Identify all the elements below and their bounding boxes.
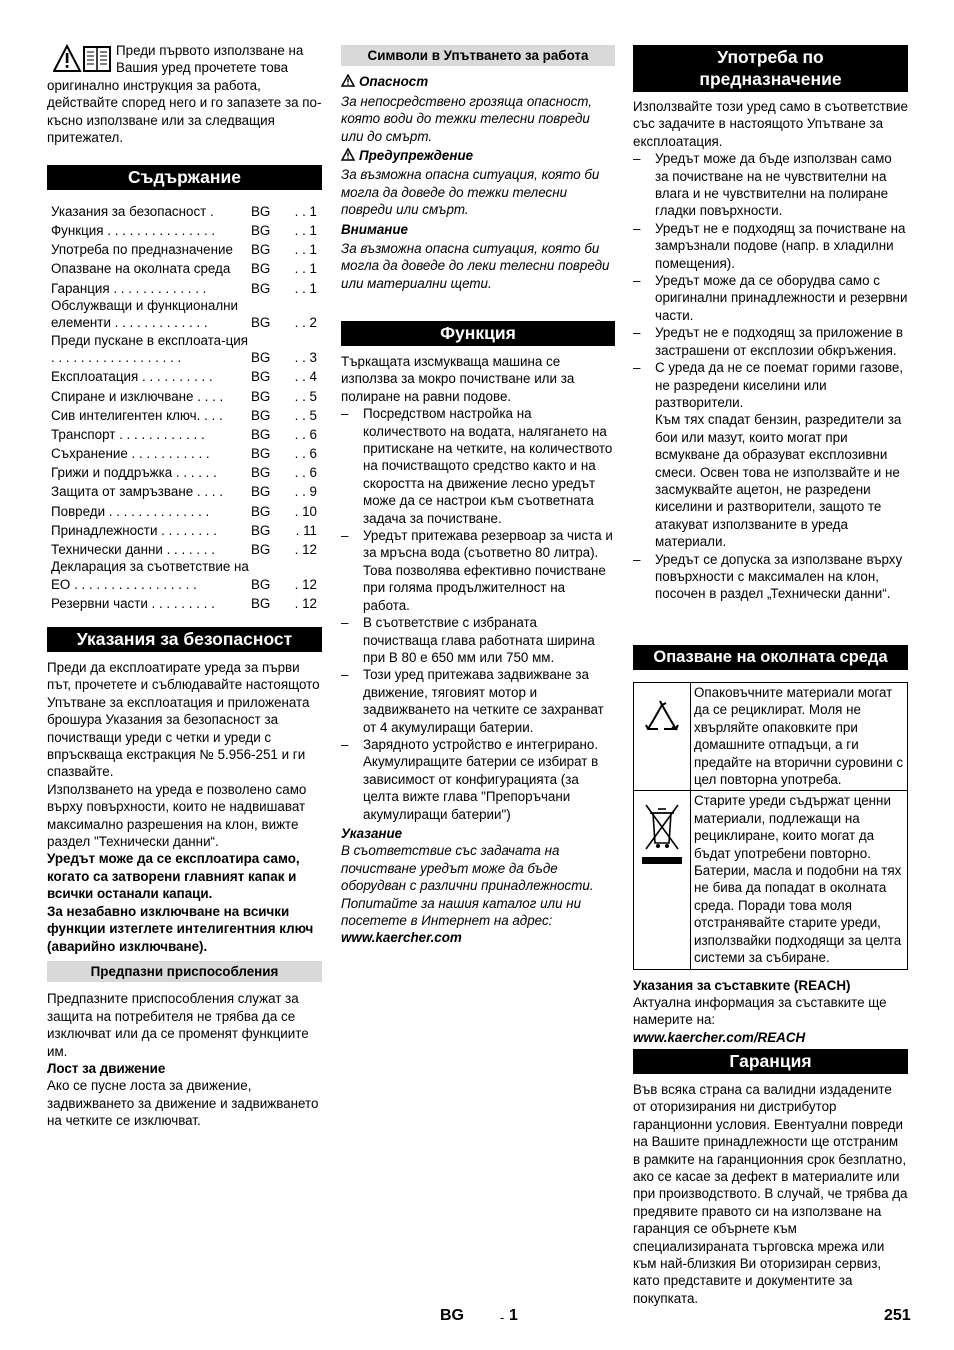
list-item — [341, 736, 615, 823]
function-list — [341, 405, 615, 823]
danger-text: За непосредствено грозяща опасност, която води до тежки телесни повреди или до смърт. — [341, 93, 593, 144]
list-dash: – — [633, 325, 641, 341]
warning-label-row — [341, 147, 615, 164]
toc-entry-lang: BG — [251, 465, 271, 481]
crossed-bin-icon — [634, 791, 690, 881]
toc-entry-text: Защита от замръзване . . . . — [51, 484, 223, 500]
intended-use-intro: Използвайте този уред само в съответствие със задачите в настоящото Упътване за експлоатация. — [633, 99, 908, 149]
warning-text: За възможна опасна ситуация, която би могла да доведе до тежки телесни повреди или смърт. — [341, 167, 600, 218]
recycling-icon-cell — [634, 683, 691, 791]
warranty-heading: Гаранция — [633, 1049, 908, 1074]
toc-entry-lang: BG — [251, 242, 271, 258]
list-item-body — [363, 736, 615, 823]
intended-use-section — [633, 45, 908, 603]
toc-entry-lang: BG — [251, 446, 271, 462]
toc-entry-text: Транспорт . . . . . . . . . . . . — [51, 426, 205, 442]
toc-entry-lang: BG — [251, 407, 271, 423]
intended-use-heading: Употреба по предназначение — [633, 45, 908, 92]
intro-line-1: Преди първото използване на — [116, 43, 304, 58]
list-dash: – — [341, 667, 349, 683]
toc-entry-page: . . 1 — [294, 242, 317, 258]
toc-entry-text: Преди пускане в експлоата-ция . . . . . . . . . . . . . . . . . . — [51, 332, 248, 366]
toc-entry-page: . . 2 — [294, 315, 317, 331]
toc-entry-page: . . 1 — [294, 203, 317, 219]
list-dash: – — [341, 528, 349, 544]
toc-entry[interactable] — [47, 539, 322, 558]
toc-entry-lang: BG — [251, 369, 271, 385]
list-item — [633, 220, 908, 272]
toc-heading: Съдържание — [47, 165, 322, 190]
toc-entry-lang: BG — [251, 522, 271, 538]
list-item-text: Уредът може да бъде използван само за почистване на не чувствителни на влага и не чувствителни на полиране гладки повърхности. — [655, 151, 892, 219]
list-item-text: Уредът не е подходящ за почистване на замръзнали подове (напр. в хладилни помещения). — [655, 220, 906, 271]
safety-paragraph-4: За незабавно изключване на всички функции изтеглете интелигентния ключ (аварийно изключване). — [47, 903, 314, 954]
lever-text: Ако се пусне лоста за движение, задвижването за движение и задвижването на четките се изключват. — [47, 1078, 319, 1129]
toc-entry[interactable] — [47, 201, 322, 220]
reach-text: Актуална информация за съставките ще намерите на: — [633, 994, 887, 1028]
toc-table — [47, 201, 322, 612]
toc-entry-text: Сив интелигентен ключ. . . . — [51, 407, 223, 423]
toc-entry-text: Функция . . . . . . . . . . . . . . . — [51, 222, 216, 238]
list-dash: – — [633, 273, 641, 289]
list-item-text: Уредът не е подходящ за приложение в застрашени от експлозии обкръжения. — [655, 325, 904, 358]
toc-section — [47, 165, 322, 612]
toc-entry[interactable] — [47, 520, 322, 539]
toc-entry-text: Грижи и поддръжка . . . . . . — [51, 465, 217, 481]
toc-entry[interactable] — [47, 297, 322, 332]
toc-entry-text: Гаранция . . . . . . . . . . . . . — [51, 280, 207, 296]
list-item-text: С уреда да не се поемат горими газове, не разредени киселини или разтворители. — [655, 360, 904, 410]
list-item-body — [655, 324, 908, 359]
footer-page-number: 251 — [884, 1307, 911, 1324]
environment-table — [633, 682, 908, 970]
warning-triangle-book-icon — [53, 44, 113, 74]
warranty-text: Във всяка страна са валидни издадените от оторизирания ни дистрибутор гаранционни условия. Евентуални повреди на Вашите принадлежности ще отстраним в рамките на гаранционния срок безплатно, ако се касае за дефект в материалите или при производството. В случай, че трябва да предявите правото си на използване на гаранция се обърнете към специализираната търговска мрежа или към най-близкия Ви оторизиран сервиз, като представите и документите за покупката. — [633, 1082, 908, 1306]
toc-entry-lang: BG — [251, 350, 271, 366]
toc-entry-page: . . 6 — [294, 446, 317, 462]
lever-heading: Лост за движение — [47, 1060, 166, 1076]
list-item-body — [655, 220, 908, 272]
list-item-text: В съответствие с избраната почистваща глава работната ширина при В 80 е 650 мм или 750 мм. — [363, 615, 595, 665]
list-item-body — [655, 150, 908, 220]
list-item-body — [363, 527, 615, 614]
toc-entry-lang: BG — [251, 596, 271, 612]
toc-entry-text: Резервни части . . . . . . . . . — [51, 596, 215, 612]
list-item-body — [655, 551, 908, 603]
list-item — [633, 272, 908, 324]
toc-entry[interactable] — [47, 501, 322, 520]
list-dash: – — [341, 615, 349, 631]
toc-entry[interactable] — [47, 332, 322, 367]
list-item-body — [363, 405, 615, 527]
footer-section-number: 1 — [509, 1307, 518, 1324]
safety-paragraph-3: Уредът може да се експлоатира само, когато са затворени главният капак и всички останали капаци. — [47, 851, 300, 902]
toc-entry-lang: BG — [251, 280, 271, 296]
environment-heading: Опазване на околната среда — [633, 645, 908, 670]
caution-label: Внимание — [341, 221, 409, 237]
warning-triangle-icon — [341, 148, 355, 161]
list-dash: – — [633, 220, 641, 236]
toc-entry[interactable] — [47, 220, 322, 239]
toc-entry-page: . . 5 — [294, 407, 317, 423]
list-item-body — [655, 359, 908, 550]
footer-lang: BG — [440, 1307, 464, 1324]
toc-entry-lang: BG — [251, 542, 271, 558]
toc-entry-lang: BG — [251, 388, 271, 404]
toc-entry[interactable] — [47, 558, 322, 593]
protective-devices-heading: Предпазни приспособления — [47, 961, 322, 982]
list-dash: – — [341, 406, 349, 422]
toc-entry-lang: BG — [251, 222, 271, 238]
toc-entry[interactable] — [47, 259, 322, 278]
toc-entry-lang: BG — [251, 484, 271, 500]
safety-section — [47, 627, 322, 1130]
intro-block — [47, 42, 322, 146]
function-section — [341, 321, 615, 947]
list-item — [341, 527, 615, 614]
toc-entry[interactable] — [47, 424, 322, 443]
list-item-body — [363, 614, 615, 666]
toc-entry-text: Експлоатация . . . . . . . . . . — [51, 369, 213, 385]
toc-entry-page: . 12 — [294, 542, 317, 558]
note-label: Указание — [341, 825, 403, 841]
note-text: В съответствие със задачата на почистване уредът може да бъде оборудван с различни принадлежности. Попитайте за нашия каталог или ни посетете в Интернет на адрес: — [341, 843, 594, 928]
toc-entry-page: . . 5 — [294, 388, 317, 404]
toc-entry[interactable] — [47, 278, 322, 297]
list-item-text: Този уред притежава задвижване за движение, тяговият мотор и задвижването на четките се захранват от 4 акумулиращи батерии. — [363, 667, 604, 735]
toc-entry-page: . . 9 — [294, 484, 317, 500]
list-item — [633, 324, 908, 359]
safety-paragraph-2: Използването на уреда е позволено само върху повърхности, които не надвишават максимално разрешения на клон, вижте раздел "Технически данни“. — [47, 781, 307, 850]
list-dash: – — [633, 151, 641, 167]
caution-text: За възможна опасна ситуация, която би могла да доведе до леки телесни повреди или материални щети. — [341, 241, 610, 291]
footer-sep: - — [500, 1310, 505, 1325]
toc-entry-page: . . 6 — [294, 465, 317, 481]
toc-entry-text: Спиране и изключване . . . . — [51, 388, 224, 404]
list-item — [633, 359, 908, 550]
toc-entry[interactable] — [47, 463, 322, 482]
toc-entry-lang: BG — [251, 576, 271, 592]
toc-entry-lang: BG — [251, 203, 271, 219]
toc-entry[interactable] — [47, 367, 322, 386]
toc-entry[interactable] — [47, 405, 322, 424]
toc-entry[interactable] — [47, 443, 322, 462]
toc-entry-text: Указания за безопасност . — [51, 203, 214, 219]
list-item — [341, 614, 615, 666]
safety-heading: Указания за безопасност — [47, 627, 322, 652]
toc-entry-text: Обслужващи и функционални елементи . . . . . . . . . . . . . — [51, 297, 239, 331]
toc-entry[interactable] — [47, 239, 322, 258]
function-heading: Функция — [341, 321, 615, 346]
list-dash: – — [341, 736, 349, 752]
toc-entry[interactable] — [47, 593, 322, 612]
toc-entry[interactable] — [47, 386, 322, 405]
function-intro: Търкащата изсмукваща машина се използва за мокро почистване или за полиране на равни подове. — [341, 354, 575, 404]
toc-entry-text: Технически данни . . . . . . . — [51, 542, 215, 558]
toc-entry-page: . . 1 — [294, 261, 317, 277]
toc-entry-page: . . 4 — [294, 369, 317, 385]
warning-manual-icons — [53, 44, 113, 74]
warning-triangle-icon — [341, 74, 355, 87]
note-url[interactable]: www.kaercher.com — [341, 930, 462, 946]
list-item-text: Зарядното устройство е интегрирано. Акумулиращите батерии се избират в зависимост от конфигурацията (за целта вижте глава "Препоръчани акумулиращи батерии") — [363, 736, 599, 822]
list-item-text: Уредът може да се оборудва само с оригинални принадлежности и резервни части. — [655, 273, 908, 323]
list-item-body — [363, 666, 615, 736]
disposal-text: Старите уреди съдържат ценни материали, подлежащи на рециклиране, които могат да бъдат употребени повторно. Батерии, масла и подобни на тях не бива да попадат в околната среда. Поради това моля отстранявайте старите уреди, използвайки подходящи за целта системи за събиране. — [691, 791, 908, 969]
reach-url[interactable]: www.kaercher.com/REACH — [633, 1029, 806, 1045]
protective-devices-text: Предпазните приспособления служат за защита на потребителя не трябва да се изключват или да се променят функциите им. — [47, 991, 309, 1059]
toc-entry-page: . 12 — [294, 596, 317, 612]
list-item — [341, 666, 615, 736]
reach-heading: Указания за съставките (REACH) — [633, 977, 851, 993]
list-item — [633, 150, 908, 220]
list-dash: – — [633, 360, 641, 376]
toc-entry-text: Принадлежности . . . . . . . . — [51, 522, 217, 538]
list-item-body — [655, 272, 908, 324]
toc-entry-page: . . 3 — [294, 350, 317, 366]
toc-entry-text: Декларация за съответствие на ЕО . . . . . . . . . . . . . . . . . — [51, 559, 249, 592]
intro-line-2: Вашия уред прочетете това — [116, 60, 289, 76]
list-item-text: Уредът се допуска за използване върху повърхности с максимален на клон, посочен в раздел „Технически данни“. — [655, 551, 903, 602]
symbols-heading: Символи в Упътването за работа — [341, 45, 615, 66]
list-item — [341, 405, 615, 527]
disposal-icon-cell — [634, 791, 691, 969]
toc-entry-page: . . 1 — [294, 280, 317, 296]
intro-text: оригинално инструкция за работа, действайте според него и го запазете за по-късно използване или за следващия притежател. — [47, 77, 322, 146]
toc-entry-page: . . 1 — [294, 222, 317, 238]
disposal-row — [634, 791, 908, 969]
intended-use-list — [633, 150, 908, 603]
symbols-section — [341, 45, 615, 292]
toc-entry-text: Опазване на околната среда — [51, 261, 231, 277]
toc-entry-lang: BG — [251, 315, 271, 331]
list-item-text: Посредством настройка на количеството на водата, налягането на притискане на четките, на количеството на почистващото средство както и на скоростта на движение лесно уредът може да се настрои към съответната задача за почистване. — [363, 406, 613, 526]
toc-entry-page: . . 6 — [294, 426, 317, 442]
recycling-row — [634, 683, 908, 791]
danger-label-row — [341, 73, 615, 90]
list-item-extra: Към тях спадат бензин, разредители за бои или мазут, които могат при всмукване да образуват експлозивни смеси. Освен това не използвайте и не засмуквайте ацетон, не разредени киселини и разтворители, защото те атакуват използваните в уреда материали. — [655, 412, 902, 550]
toc-entry-text: Употреба по предназначение — [51, 242, 233, 258]
safety-paragraph-1: Преди да експлоатирате уреда за първи път, прочетете и съблюдавайте настоящото Упътване за експлоатация и приложената брошура Указания за безопасност за почистващи уреди с четки и уреди с впръскваща екстракция № 5.956-251 и ги спазвайте. — [47, 660, 320, 780]
toc-entry-lang: BG — [251, 261, 271, 277]
environment-section — [633, 645, 908, 1046]
toc-entry-page: . 10 — [294, 503, 317, 519]
toc-entry-page: . 11 — [295, 522, 317, 538]
toc-entry-page: . 12 — [294, 576, 317, 592]
recycling-icon — [634, 683, 690, 753]
danger-label: Опасност — [359, 74, 429, 90]
list-item-text: Уредът притежава резервоар за чиста и за мръсна вода (съответно 80 литра). Това позволява ефективно почистване при голяма продължителност на работа. — [363, 528, 613, 613]
toc-entry-text: Повреди . . . . . . . . . . . . . . — [51, 503, 210, 519]
toc-entry-lang: BG — [251, 426, 271, 442]
recycling-text: Опаковъчните материали могат да се рециклират. Моля не хвърляйте опаковките при домашните отпадъци, а ги предайте на вторични суровини с цел повторна употреба. — [691, 683, 908, 791]
warranty-section — [633, 1049, 908, 1307]
toc-entry-text: Съхранение . . . . . . . . . . . — [51, 446, 210, 462]
list-dash: – — [633, 551, 641, 567]
warning-label: Предупреждение — [359, 148, 474, 164]
toc-entry[interactable] — [47, 482, 322, 501]
list-item — [633, 551, 908, 603]
toc-entry-lang: BG — [251, 503, 271, 519]
